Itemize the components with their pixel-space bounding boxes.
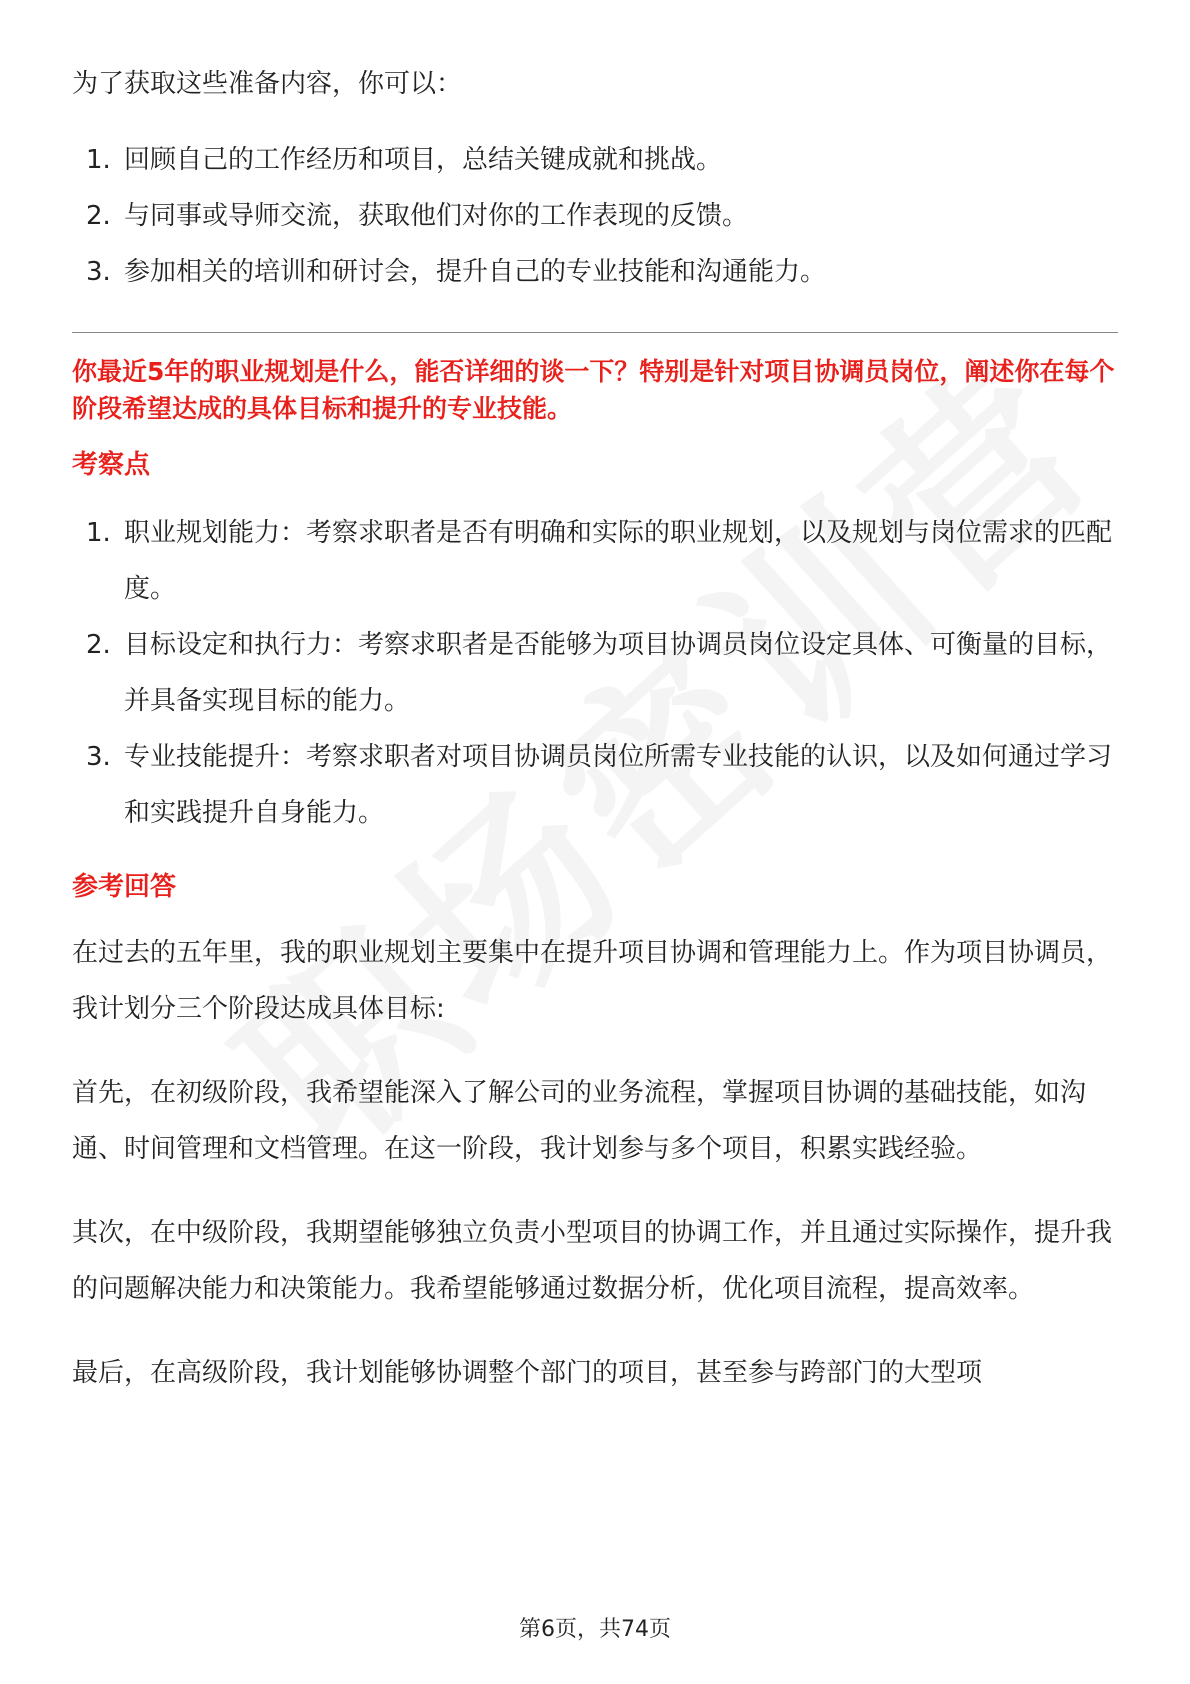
list-item-text: 职业规划能力：考察求职者是否有明确和实际的职业规划，以及规划与岗位需求的匹配度。 bbox=[124, 518, 1113, 604]
page-number: 第6页，共74页 bbox=[519, 1617, 671, 1642]
list-item-text: 目标设定和执行力：考察求职者是否能够为项目协调员岗位设定具体、可衡量的目标，并具备实现目标的能力。 bbox=[124, 630, 1113, 716]
section-divider bbox=[72, 332, 1118, 333]
list-item-text: 与同事或导师交流，获取他们对你的工作表现的反馈。 bbox=[124, 201, 749, 231]
list-number: 3. bbox=[86, 257, 111, 287]
answer-paragraph: 首先，在初级阶段，我希望能深入了解公司的业务流程，掌握项目协调的基础技能，如沟通、时间管理和文档管理。在这一阶段，我计划参与多个项目，积累实践经验。 bbox=[72, 1078, 1087, 1164]
list-item-text: 参加相关的培训和研讨会，提升自己的专业技能和沟通能力。 bbox=[124, 257, 827, 287]
list-item bbox=[72, 617, 1118, 729]
intro-text: 为了获取这些准备内容，你可以： bbox=[72, 69, 463, 99]
answer-paragraph: 其次，在中级阶段，我期望能够独立负责小型项目的协调工作，并且通过实际操作，提升我的问题解决能力和决策能力。我希望能够通过数据分析，优化项目流程，提高效率。 bbox=[72, 1218, 1113, 1304]
list-number: 2. bbox=[86, 630, 111, 660]
list-item bbox=[72, 729, 1118, 841]
list-item bbox=[72, 244, 1118, 300]
list-item-text: 回顾自己的工作经历和项目，总结关键成就和挑战。 bbox=[124, 145, 723, 175]
prep-list bbox=[72, 132, 1118, 300]
list-number: 1. bbox=[86, 518, 111, 548]
answer-paragraph: 最后，在高级阶段，我计划能够协调整个部门的项目，甚至参与跨部门的大型项 bbox=[72, 1358, 983, 1388]
list-item-text: 专业技能提升：考察求职者对项目协调员岗位所需专业技能的认识，以及如何通过学习和实践提升自身能力。 bbox=[124, 742, 1113, 828]
list-item bbox=[72, 132, 1118, 188]
exam-points-list bbox=[72, 505, 1118, 841]
list-number: 3. bbox=[86, 742, 111, 772]
question-heading: 你最近5年的职业规划是什么，能否详细的谈一下？特别是针对项目协调员岗位，阐述你在每个阶段希望达成的具体目标和提升的专业技能。 bbox=[72, 357, 1115, 423]
list-item bbox=[72, 188, 1118, 244]
list-item bbox=[72, 505, 1118, 617]
answer-paragraph: 在过去的五年里，我的职业规划主要集中在提升项目协调和管理能力上。作为项目协调员，我计划分三个阶段达成具体目标: bbox=[72, 938, 1113, 1024]
page-content bbox=[72, 56, 1118, 1401]
list-number: 1. bbox=[86, 145, 111, 175]
reference-answer-title: 参考回答 bbox=[72, 872, 177, 902]
exam-points-title: 考察点 bbox=[72, 450, 151, 480]
list-number: 2. bbox=[86, 201, 111, 231]
